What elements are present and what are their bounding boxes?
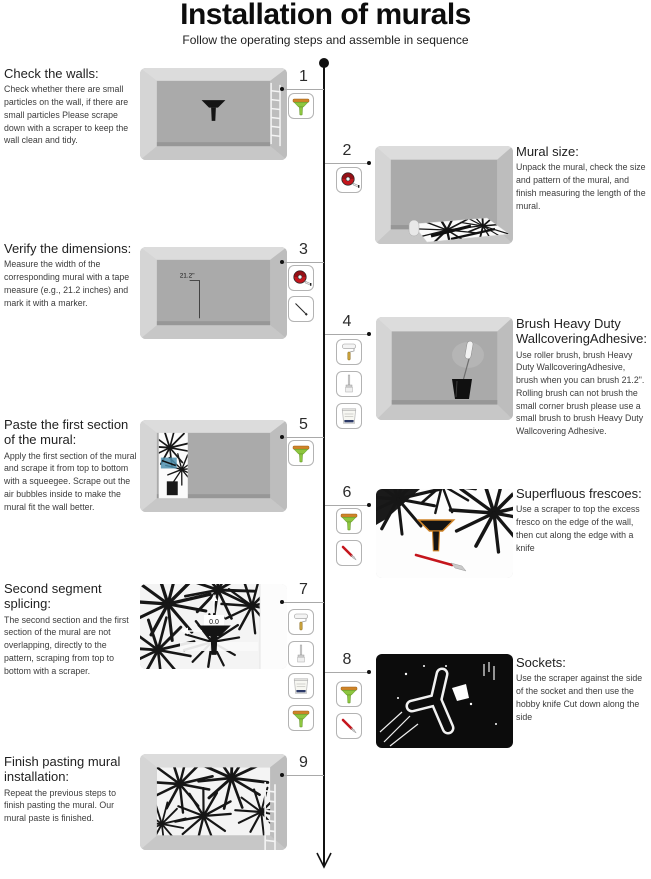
step-5-photo bbox=[140, 420, 287, 512]
timeline-line bbox=[323, 62, 325, 866]
step-7-connector-dot bbox=[280, 600, 284, 604]
step-4-connector-dot bbox=[367, 332, 371, 336]
step-5-room-illustration bbox=[140, 420, 287, 512]
adhesive-bucket bbox=[452, 379, 472, 399]
step-3-heading: Verify the dimensions: bbox=[4, 241, 132, 256]
flat-brush-icon bbox=[288, 641, 314, 667]
squeegee-icon bbox=[288, 93, 314, 119]
step-2-connector bbox=[325, 163, 369, 164]
step-9-text bbox=[4, 754, 138, 825]
dimension-label: 21.2" bbox=[179, 272, 195, 280]
step-8-connector bbox=[325, 672, 369, 673]
step-9-photo bbox=[140, 754, 287, 850]
step-8-body: Use the scraper against the side of the socket and then use the hobby knife Cut down along the side bbox=[516, 673, 643, 722]
step-6-heading: Superfluous frescoes: bbox=[516, 486, 642, 501]
step-3-photo bbox=[140, 247, 287, 339]
step-6-text bbox=[516, 486, 649, 554]
page-title: Installation of murals bbox=[180, 0, 471, 31]
step-2-photo bbox=[375, 146, 513, 244]
step-8-connector-dot bbox=[367, 670, 371, 674]
step-2-body: Unpack the mural, check the size and pattern of the mural, and finish measuring the length of the mural. bbox=[516, 162, 646, 211]
step-7-heading: Second segment splicing: bbox=[4, 581, 102, 612]
step-6-photo bbox=[376, 489, 513, 578]
marker-icon bbox=[288, 296, 314, 322]
tape-measure-icon bbox=[336, 167, 362, 193]
flat-brush-icon bbox=[336, 371, 362, 397]
step-6-connector bbox=[325, 505, 369, 506]
step-9-connector-dot bbox=[280, 773, 284, 777]
step-6-connector-dot bbox=[367, 503, 371, 507]
step-2-heading: Mural size: bbox=[516, 144, 579, 159]
step-7-mural-closeup bbox=[140, 584, 287, 669]
step-1-number: 1 bbox=[299, 68, 308, 85]
step-6-mural-closeup bbox=[376, 489, 513, 578]
step-1-text bbox=[4, 66, 138, 147]
step-2-text bbox=[516, 144, 649, 212]
step-9-body: Repeat the previous steps to finish pasting the mural. Our mural paste is finished. bbox=[4, 787, 116, 824]
step-3-room-illustration bbox=[140, 247, 287, 339]
step-7-photo bbox=[140, 584, 287, 669]
step-1-room-illustration bbox=[140, 68, 287, 160]
step-4-text bbox=[516, 316, 649, 438]
squeegee-icon bbox=[288, 440, 314, 466]
step-8-number: 8 bbox=[342, 651, 352, 668]
step-5-body: Apply the first section of the mural and scrape it from top to bottom with a squeegee. Scrape out the air bubbles inside to make the mural fit the wall better. bbox=[4, 450, 137, 512]
step-5-heading: Paste the first section of the mural: bbox=[4, 417, 129, 448]
step-9-room-illustration bbox=[140, 754, 287, 850]
step-1-connector-dot bbox=[280, 87, 284, 91]
knife-icon bbox=[336, 540, 362, 566]
step-4-room-illustration bbox=[376, 317, 513, 420]
step-5-number: 5 bbox=[299, 416, 308, 433]
timeline-arrow-icon bbox=[315, 851, 333, 869]
step-2-connector-dot bbox=[367, 161, 371, 165]
step-4-heading: Brush Heavy Duty WallcoveringAdhesive: bbox=[516, 316, 648, 347]
step-3-connector-dot bbox=[280, 260, 284, 264]
step-4-connector bbox=[325, 334, 369, 335]
roller-brush-icon bbox=[288, 609, 314, 635]
step-2-number: 2 bbox=[342, 142, 352, 159]
step-1-connector bbox=[283, 89, 324, 90]
step-5-connector-dot bbox=[280, 435, 284, 439]
splice-gap-label: 0.0 bbox=[209, 619, 219, 626]
step-3-text bbox=[4, 241, 138, 309]
step-6-number: 6 bbox=[342, 484, 352, 501]
step-5-text bbox=[4, 417, 138, 513]
step-6-body: Use a scraper to top the excess fresco on the edge of the wall, then cut along the edge with a knife bbox=[516, 504, 640, 553]
step-9-number: 9 bbox=[299, 754, 308, 771]
roller-brush-icon bbox=[336, 339, 362, 365]
step-2-room-illustration bbox=[375, 146, 513, 244]
step-3-number: 3 bbox=[299, 241, 308, 258]
step-5-connector bbox=[283, 437, 324, 438]
knife-icon bbox=[336, 713, 362, 739]
step-3-connector bbox=[283, 262, 324, 263]
step-9-connector bbox=[283, 775, 324, 776]
step-8-socket-closeup bbox=[376, 654, 513, 748]
step-8-text bbox=[516, 655, 649, 723]
tape-measure-icon bbox=[288, 265, 314, 291]
step-1-heading: Check the walls: bbox=[4, 66, 99, 81]
squeegee-icon bbox=[336, 681, 362, 707]
step-4-body: Use roller brush, brush Heavy Duty WallcoveringAdhesive, brush when you can brush 21.2". Rolling brush can not brush the small corner brush please use a small brush to brush Heavy Duty Wallcovering Adhesive. bbox=[516, 349, 645, 437]
step-7-text bbox=[4, 581, 138, 677]
step-1-photo bbox=[140, 68, 287, 160]
step-9-heading: Finish pasting mural installation: bbox=[4, 754, 121, 785]
step-8-heading: Sockets: bbox=[516, 655, 566, 670]
step-7-connector bbox=[283, 602, 324, 603]
squeegee-icon bbox=[288, 705, 314, 731]
step-7-body: The second section and the first section of the mural are not overlapping, directly to the pattern, scraping from top to bottom with a scraper. bbox=[4, 614, 129, 676]
paste-bucket-icon bbox=[336, 403, 362, 429]
step-4-photo bbox=[376, 317, 513, 420]
step-4-number: 4 bbox=[342, 313, 352, 330]
step-3-body: Measure the width of the corresponding mural with a tape measure (e.g., 21.2 inches) and mark it with a marker. bbox=[4, 259, 130, 308]
paste-bucket-icon bbox=[288, 673, 314, 699]
step-7-number: 7 bbox=[299, 581, 308, 598]
step-1-body: Check whether there are small particles on the wall, if there are small particles Please scrape down with a scraper to keep the wall clean and tidy. bbox=[4, 84, 129, 146]
page-subtitle: Follow the operating steps and assemble in sequence bbox=[182, 33, 469, 47]
step-8-photo bbox=[376, 654, 513, 748]
squeegee-icon bbox=[336, 508, 362, 534]
